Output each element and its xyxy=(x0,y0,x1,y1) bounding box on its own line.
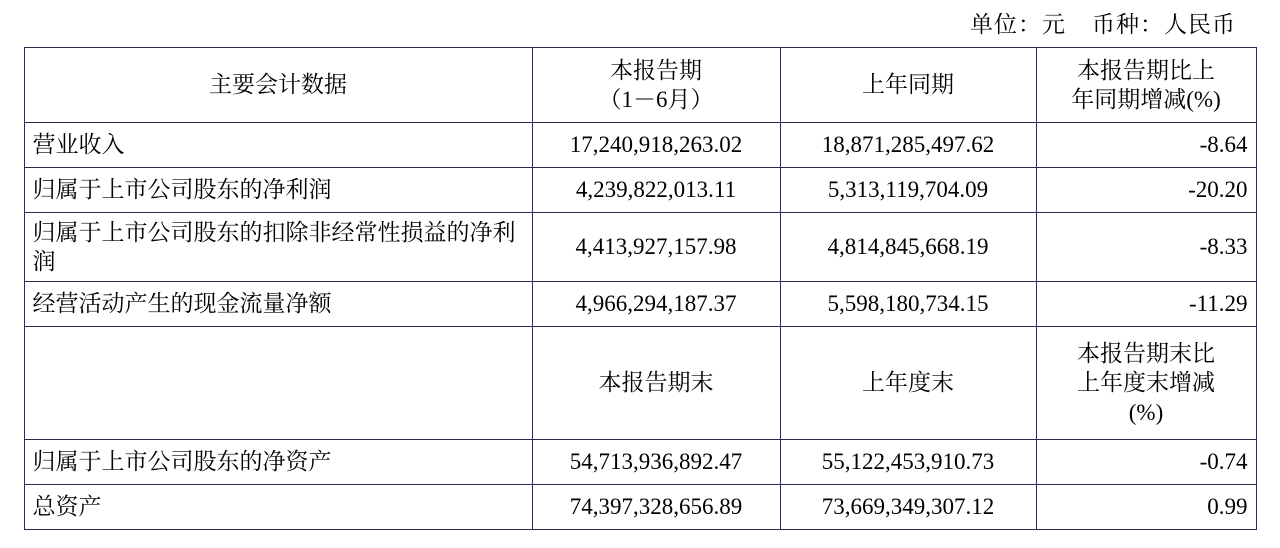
table-row xyxy=(24,123,1256,168)
row-label-net-assets: 归属于上市公司股东的净资产 xyxy=(24,440,532,485)
unit-currency-line xyxy=(0,0,1280,47)
row-prior-operating-cash-flow: 5,598,180,734.15 xyxy=(780,282,1036,327)
financial-summary-table xyxy=(24,47,1257,530)
row-prior-adjusted-net-profit: 4,814,845,668.19 xyxy=(780,213,1036,282)
header-cell-prior-period: 上年同期 xyxy=(780,48,1036,123)
mid-header-change xyxy=(1036,327,1256,440)
table-row xyxy=(24,440,1256,485)
header-change-line2: 年同期增减(%) xyxy=(1071,87,1221,112)
row-change-revenue: -8.64 xyxy=(1036,123,1256,168)
header-cell-current-period xyxy=(532,48,780,123)
row-current-net-assets: 54,713,936,892.47 xyxy=(532,440,780,485)
row-prior-net-assets: 55,122,453,910.73 xyxy=(780,440,1036,485)
header-cell-label: 主要会计数据 xyxy=(24,48,532,123)
table-row xyxy=(24,282,1256,327)
table-row xyxy=(24,213,1256,282)
row-prior-revenue: 18,871,285,497.62 xyxy=(780,123,1036,168)
row-change-net-profit: -20.20 xyxy=(1036,168,1256,213)
mid-header-blank-cell xyxy=(24,327,532,440)
row-change-total-assets: 0.99 xyxy=(1036,485,1256,530)
row-change-net-assets: -0.74 xyxy=(1036,440,1256,485)
table-mid-header-row xyxy=(24,327,1256,440)
header-change-line1: 本报告期比上 xyxy=(1077,57,1215,83)
row-current-operating-cash-flow: 4,966,294,187.37 xyxy=(532,282,780,327)
table-row xyxy=(24,168,1256,213)
row-change-operating-cash-flow: -11.29 xyxy=(1036,282,1256,327)
row-change-adjusted-net-profit: -8.33 xyxy=(1036,213,1256,282)
header-current-period-line1: 本报告期 xyxy=(610,57,702,83)
table-row xyxy=(24,485,1256,530)
header-current-period-line2: （1－6月） xyxy=(598,87,714,112)
row-prior-total-assets: 73,669,349,307.12 xyxy=(780,485,1036,530)
row-current-total-assets: 74,397,328,656.89 xyxy=(532,485,780,530)
row-prior-net-profit: 5,313,119,704.09 xyxy=(780,168,1036,213)
mid-header-current-end: 本报告期末 xyxy=(532,327,780,440)
row-label-total-assets: 总资产 xyxy=(24,485,532,530)
row-label-operating-cash-flow: 经营活动产生的现金流量净额 xyxy=(24,282,532,327)
row-label-revenue: 营业收入 xyxy=(24,123,532,168)
row-current-net-profit: 4,239,822,013.11 xyxy=(532,168,780,213)
table-header-row xyxy=(24,48,1256,123)
row-label-adjusted-net-profit: 归属于上市公司股东的扣除非经常性损益的净利润 xyxy=(24,213,532,282)
currency-label: 币种：人民币 xyxy=(1092,12,1236,37)
row-current-revenue: 17,240,918,263.02 xyxy=(532,123,780,168)
row-label-net-profit: 归属于上市公司股东的净利润 xyxy=(24,168,532,213)
mid-header-change-line1: 本报告期末比 xyxy=(1077,340,1215,366)
mid-header-prior-end: 上年度末 xyxy=(780,327,1036,440)
unit-label: 单位：元 xyxy=(970,12,1066,37)
row-current-adjusted-net-profit: 4,413,927,157.98 xyxy=(532,213,780,282)
header-cell-change xyxy=(1036,48,1256,123)
mid-header-change-line3: (%) xyxy=(1128,399,1164,425)
mid-header-change-line2: 上年度末增减 xyxy=(1077,370,1215,396)
